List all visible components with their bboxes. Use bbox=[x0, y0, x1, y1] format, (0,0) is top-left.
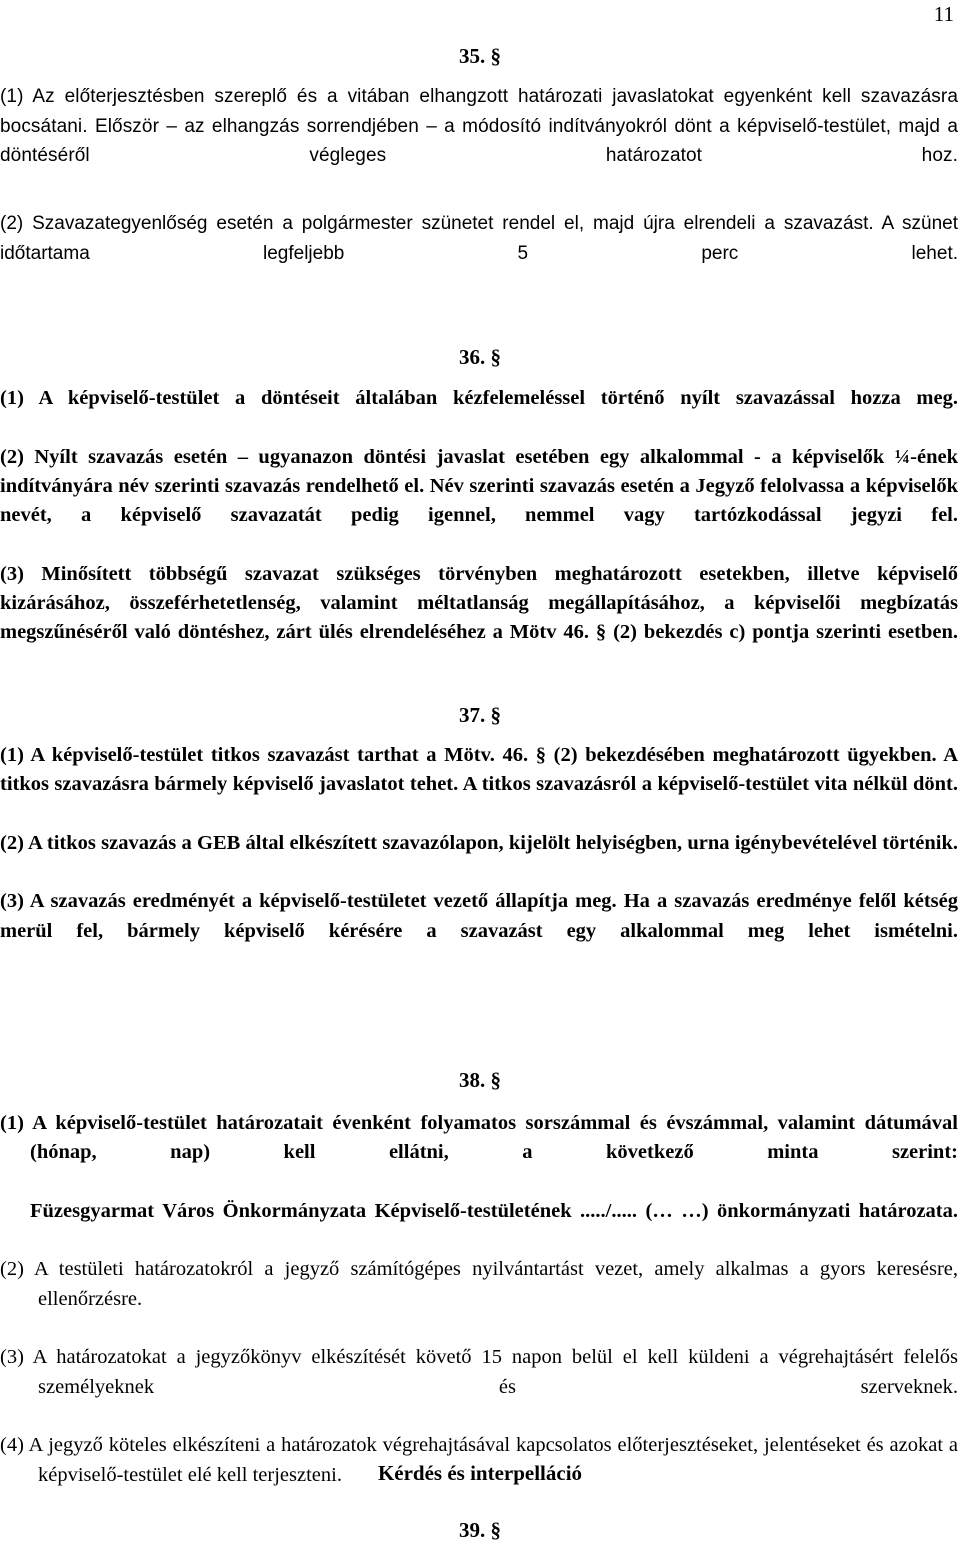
section-37-paragraph-3: (3) A szavazás eredményét a képviselő-testületet vezető állapítja meg. Ha a szavazás eredménye felől kétség merül fel, bármely képviselő kérésére a szavazást egy alkalommal meg lehet ismételni. bbox=[0, 890, 958, 942]
section-38-paragraph-2: (2) A testületi határozatokról a jegyző számítógépes nyilvántartást vezet, amely alkalmas a gyors keresésre, ellenőrzésre. bbox=[0, 1258, 958, 1310]
section-37-paragraph-1: (1) A képviselő-testület titkos szavazást tarthat a Mötv. 46. § (2) bekezdésében meghatározott ügyekben. A titkos szavazásra bármely képviselő javaslatot tehet. A titkos szavazásról a képviselő-testület vita nélkül dönt. bbox=[0, 744, 958, 796]
section-38-body bbox=[0, 1109, 958, 1490]
section-36-body bbox=[0, 384, 958, 677]
section-36-paragraph-3: (3) Minősített többségű szavazat szükséges törvényben meghatározott esetekben, illetve képviselő kizárásához, összeférhetetlenség, valamint méltatlanság megállapításához, a képviselői megbízatás megszűnéséről való döntéshez, zárt ülés elrendeléséhez a Mötv 46. § (2) bekezdés c) pontja szerinti esetben. bbox=[0, 562, 958, 644]
page-number: 11 bbox=[933, 2, 954, 26]
section-35-body bbox=[0, 82, 958, 298]
section-38-paragraph-1: (1) A képviselő-testület határozatait évenként folyamatos sorszámmal és évszámmal, valamint dátumával (hónap, nap) kell ellátni, a következő minta szerint: bbox=[0, 1112, 958, 1164]
section-37-paragraph-2: (2) A titkos szavazás a GEB által elkészített szavazólapon, kijelölt helyiségben, urna igénybevételével történik. bbox=[0, 831, 958, 854]
section-36-paragraph-1: (1) A képviselő-testület a döntéseit általában kézfelemeléssel történő nyílt szavazással hozza meg. bbox=[0, 387, 958, 409]
section-heading-35: 35. § bbox=[459, 44, 501, 68]
chapter-subtitle: Kérdés és interpelláció bbox=[377, 1461, 583, 1485]
section-heading-36: 36. § bbox=[459, 345, 501, 369]
section-heading-38: 38. § bbox=[459, 1068, 501, 1092]
section-38-formula: Füzesgyarmat Város Önkormányzata Képviselő-testületének ...../..... (… …) önkormányzati határozata. bbox=[30, 1199, 958, 1222]
section-38-paragraph-3: (3) A határozatokat a jegyzőkönyv elkészítését követő 15 napon belül el kell küldeni a végrehajtásért felelős személyeknek és szerveknek. bbox=[0, 1346, 958, 1398]
section-heading-37: 37. § bbox=[459, 703, 501, 727]
section-heading-39: 39. § bbox=[459, 1518, 501, 1542]
section-38-paragraph-4: (4) A jegyző köteles elkészíteni a határozatok végrehajtásával kapcsolatos előterjesztéseket, jelentéseket és azokat a képviselő-testület elé kell terjeszteni. bbox=[0, 1434, 958, 1486]
section-36-paragraph-2: (2) Nyílt szavazás esetén – ugyanazon döntési javaslat esetében egy alkalommal - a képviselők ¼-ének indítványára név szerinti szavazás rendelhető el. Név szerinti szavazás esetén a Jegyző felolvassa a képviselők nevét, a képviselő szavazatát pedig igennel, nemmel vagy tartózkodással jegyzi fel. bbox=[0, 445, 958, 527]
section-37-body bbox=[0, 741, 958, 975]
section-35-paragraph-1: (1) Az előterjesztésben szereplő és a vitában elhangzott határozati javaslatokat egyenként kell szavazásra bocsátani. Először – az elhangzás sorrendjében – a módosító indítványokról dönt a képviselő-testület, majd a döntéséről végleges határozatot hoz. bbox=[0, 86, 958, 166]
section-35-paragraph-2: (2) Szavazategyenlőség esetén a polgármester szünetet rendel el, majd újra elrendeli a szavazást. A szünet időtartama legfeljebb 5 perc lehet. bbox=[0, 213, 958, 264]
